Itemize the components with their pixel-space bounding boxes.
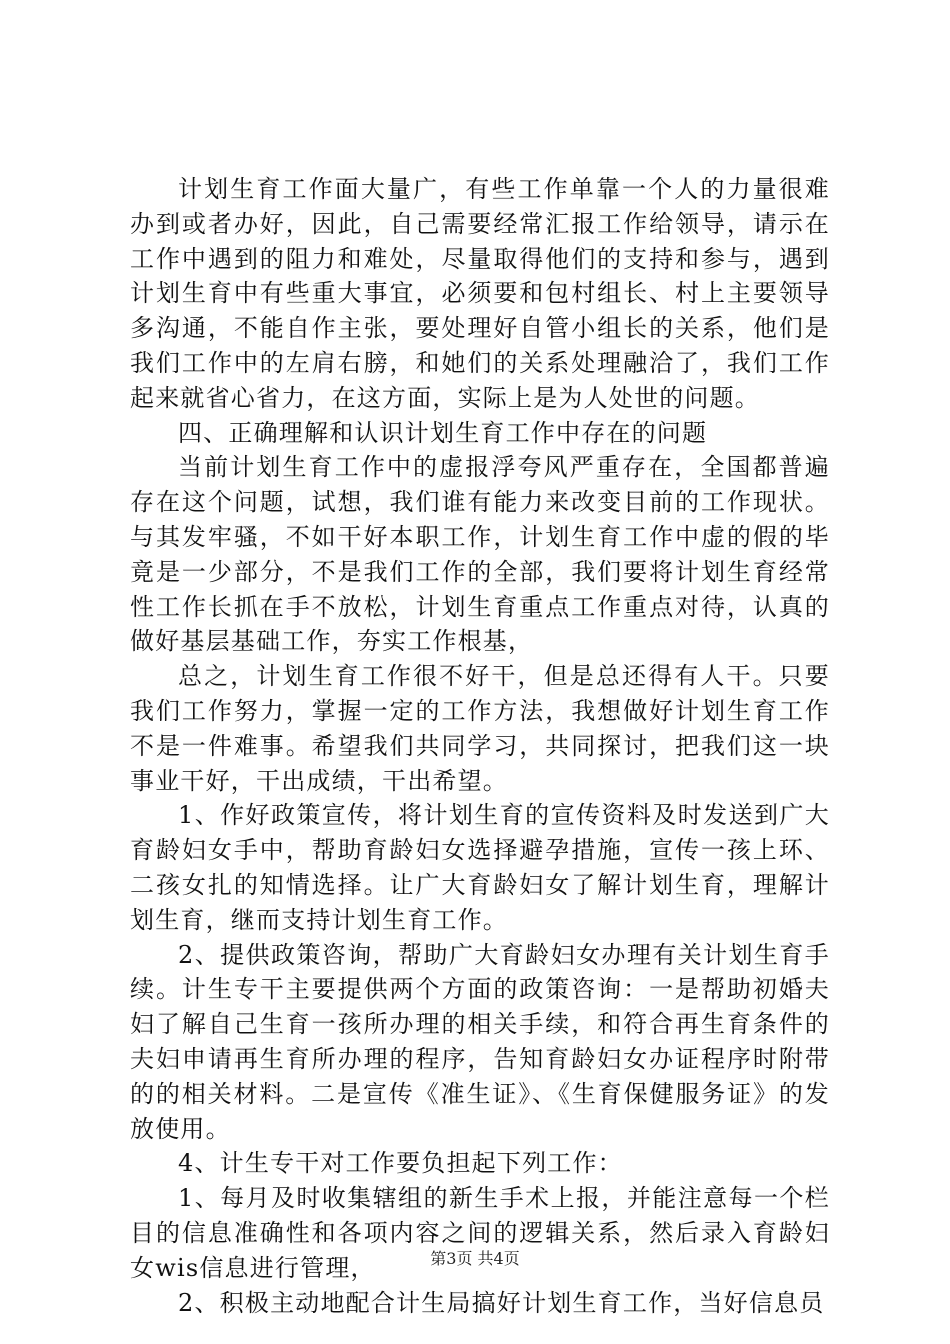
paragraph-3: 总之，计划生育工作很不好干，但是总还得有人干。只要我们工作努力，掌握一定的工作方法，我想做好计划生育工作不是一件难事。希望我们共同学习，共同探讨，把我们这一块事业干好，干出成绩，干出希望。 [130,662,830,795]
page-footer: 第3页 共4页 [430,1249,520,1268]
paragraph-1: 计划生育工作面大量广，有些工作单靠一个人的力量很难办到或者办好，因此，自己需要经常汇报工作给领导，请示在工作中遇到的阻力和难处，尽量取得他们的支持和参与，遇到计划生育中有些重大事宜，必须要和包村组长、村上主要领导多沟通，不能自作主张，要处理好自管小组长的关系，他们是我们工作中的左肩右膀，和她们的关系处理融洽了，我们工作起来就省心省力，在这方面，实际上是为人处世的问题。 [130,175,830,412]
list-item-1: 1、作好政策宣传，将计划生育的宣传资料及时发送到广大育龄妇女手中，帮助育龄妇女选择避孕措施，宣传一孩上环、二孩女扎的知情选择。让广大育龄妇女了解计划生育，理解计划生育，继而支持计划生育工作。 [130,801,830,934]
sub-item-1: 1、每月及时收集辖组的新生手术上报，并能注意每一个栏目的信息准确性和各项内容之间的逻辑关系，然后录入育龄妇女wis信息进行管理， [130,1184,830,1282]
list-item-2: 2、提供政策咨询，帮助广大育龄妇女办理有关计划生育手续。计生专干主要提供两个方面的政策咨询：一是帮助初婚夫妇了解自己生育一孩所办理的相关手续，和符合再生育条件的夫妇申请再生育所办理的程序，告知育龄妇女办证程序时附带的的相关材料。二是宣传《准生证》、《生育保健服务证》的发放使用。 [130,940,830,1143]
list-item-4: 4、计生专干对工作要负担起下列工作： [178,1149,623,1178]
document-body [130,172,830,1320]
paragraph-2: 当前计划生育工作中的虚报浮夸风严重存在，全国都普遍存在这个问题，试想，我们谁有能力来改变目前的工作现状。与其发牢骚，不如干好本职工作，计划生育工作中虚的假的毕竟是一少部分，不是我们工作的全部，我们要将计划生育经常性工作长抓在手不放松，计划生育重点工作重点对待，认真的做好基层基础工作，夯实工作根基， [130,453,830,656]
sub-item-2: 2、积极主动地配合计生局搞好计划生育工作，当好信息员 [178,1288,825,1317]
section-heading-4: 四、正确理解和认识计划生育工作中存在的问题 [178,418,708,447]
